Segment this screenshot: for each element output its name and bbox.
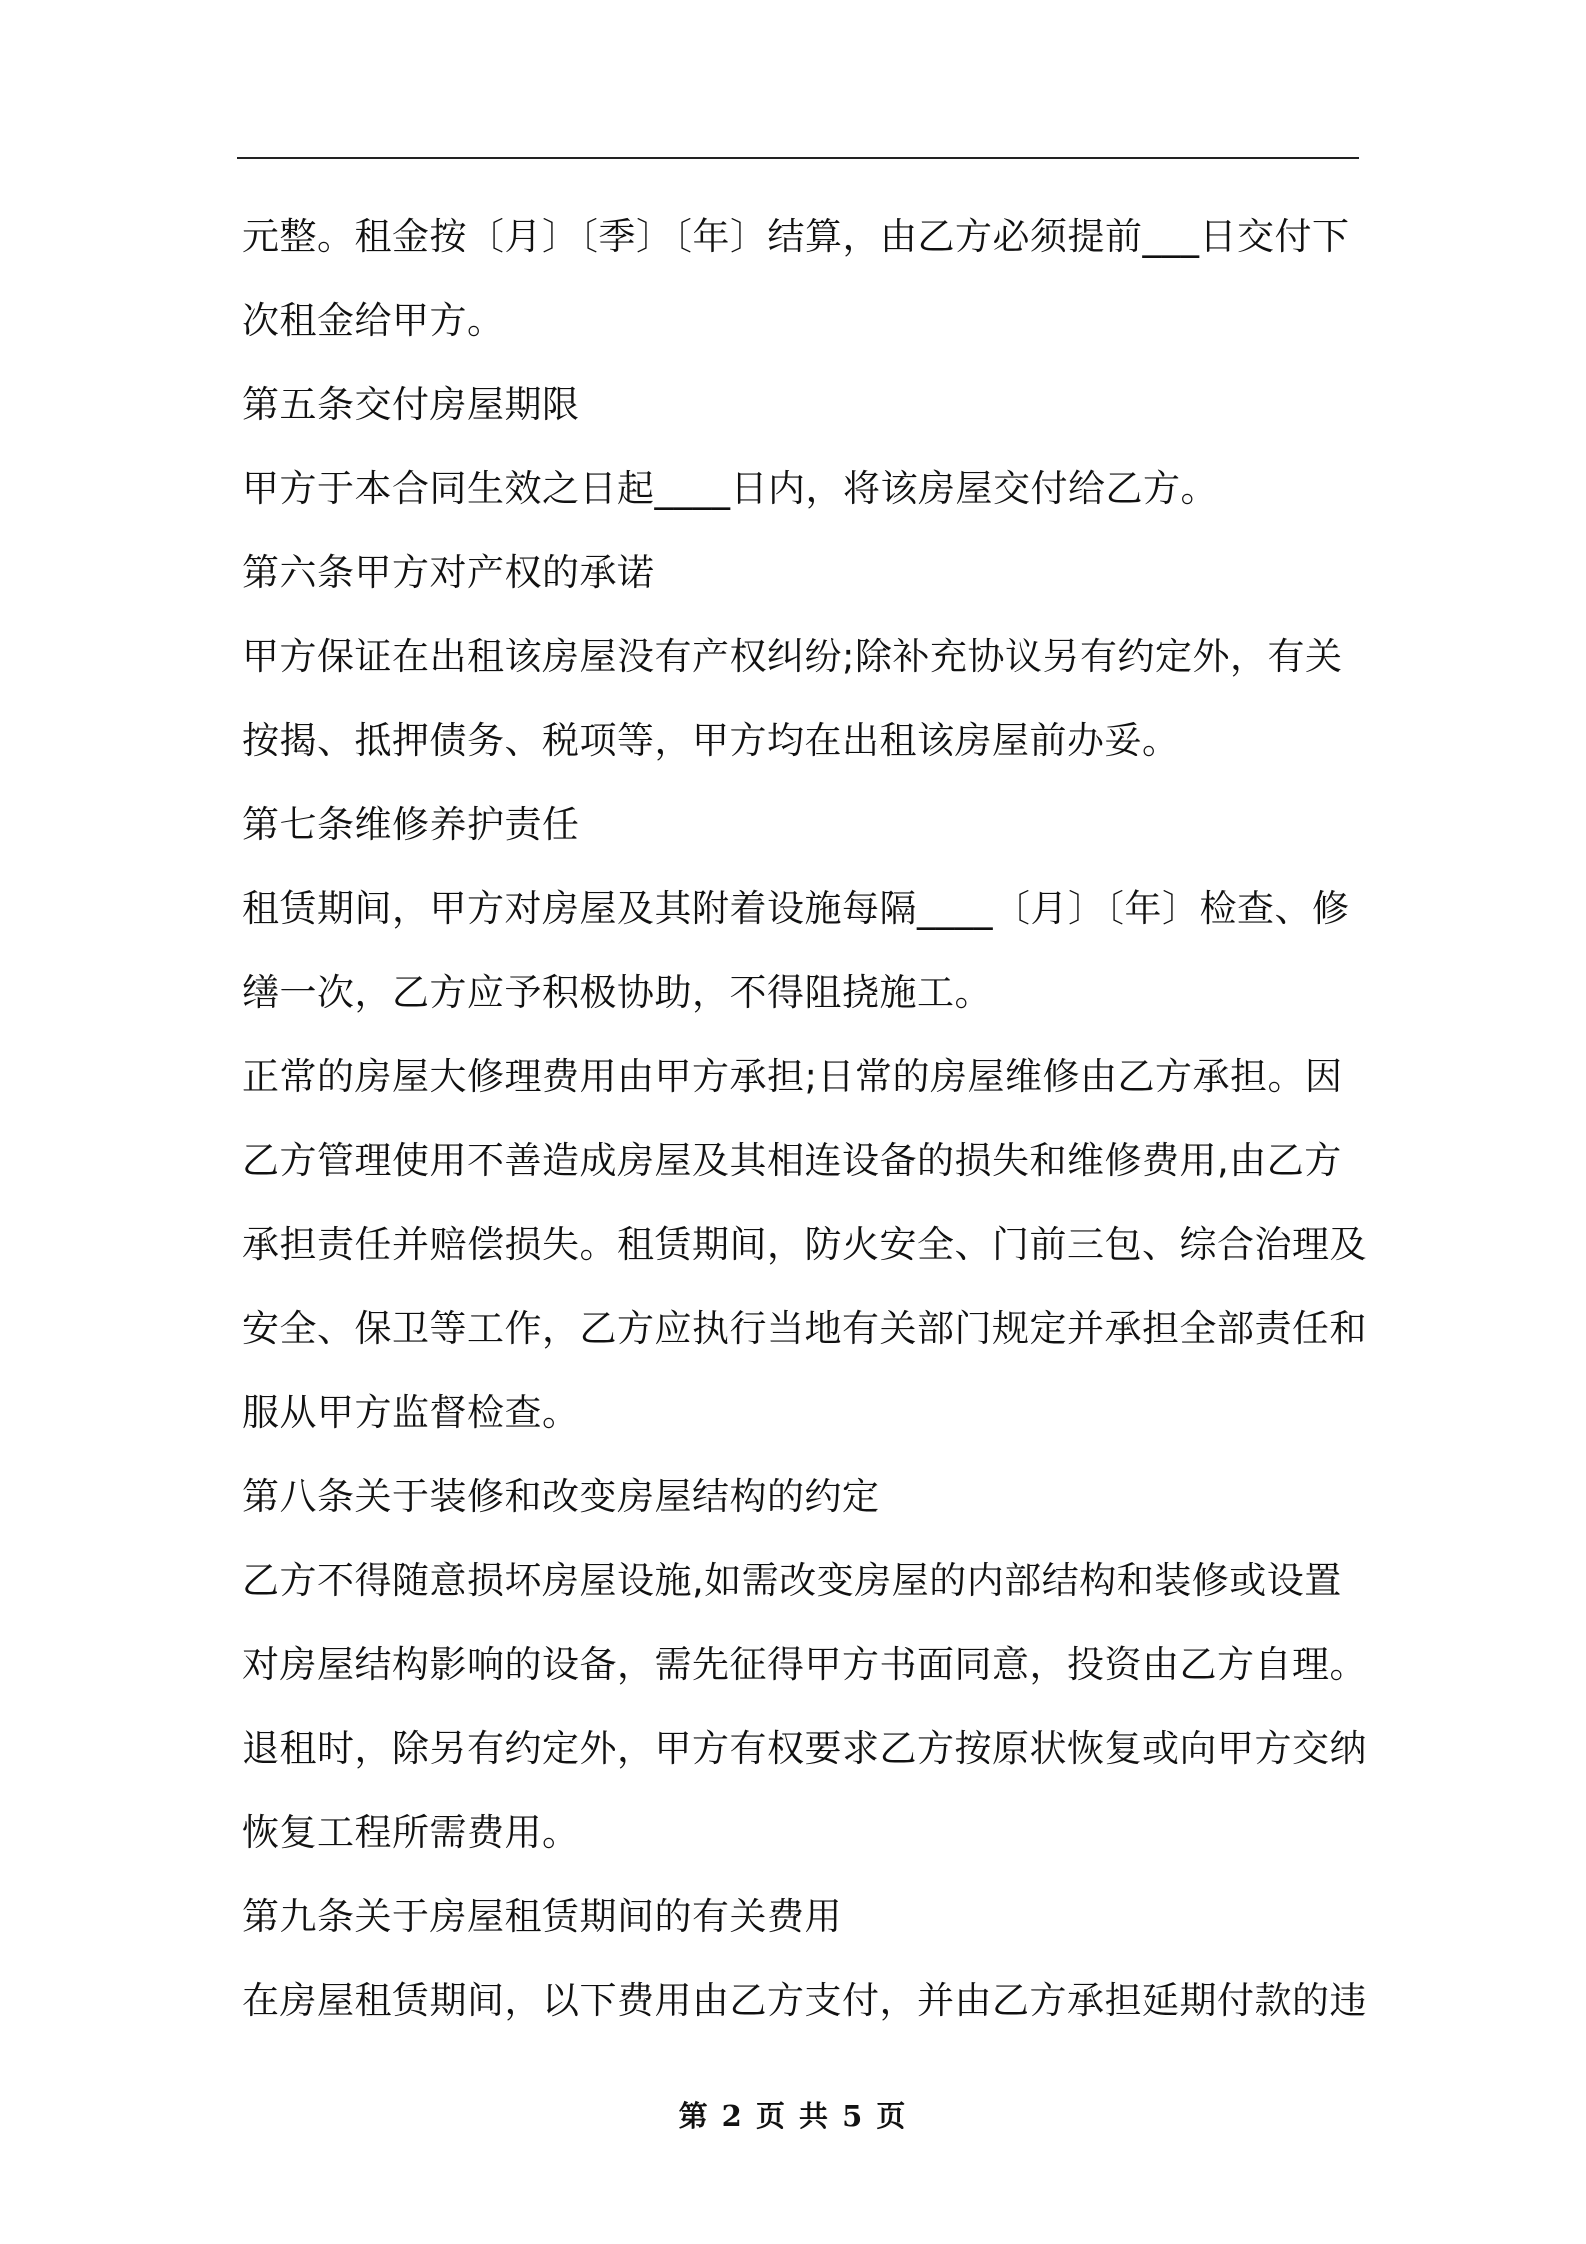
text-line: 乙方不得随意损坏房屋设施,如需改变房屋的内部结构和装修或设置 [242, 1559, 1342, 1602]
text-line: 对房屋结构影响的设备，需先征得甲方书面同意，投资由乙方自理。 [242, 1643, 1367, 1686]
text-line: 退租时，除另有约定外，甲方有权要求乙方按原状恢复或向甲方交纳 [242, 1727, 1367, 1770]
section-heading: 第九条关于房屋租赁期间的有关费用 [242, 1895, 842, 1938]
text-line: 甲方保证在出租该房屋没有产权纠纷;除补充协议另有约定外，有关 [242, 635, 1343, 678]
text-line: 在房屋租赁期间，以下费用由乙方支付，并由乙方承担延期付款的违 [242, 1979, 1367, 2022]
text-line: 承担责任并赔偿损失。租赁期间，防火安全、门前三包、综合治理及 [242, 1223, 1367, 1266]
text-line: 服从甲方监督检查。 [242, 1391, 580, 1434]
text-line: 正常的房屋大修理费用由甲方承担;日常的房屋维修由乙方承担。因 [242, 1055, 1343, 1098]
text-line: 甲方于本合同生效之日起____日内，将该房屋交付给乙方。 [242, 467, 1218, 510]
text-line: 恢复工程所需费用。 [242, 1811, 580, 1854]
section-heading: 第六条甲方对产权的承诺 [242, 551, 655, 594]
header-rule [237, 157, 1359, 159]
page-number: 第 2 页 共 5 页 [678, 2099, 908, 2133]
text-line: 乙方管理使用不善造成房屋及其相连设备的损失和维修费用,由乙方 [242, 1139, 1342, 1182]
text-line: 元整。租金按〔月〕〔季〕〔年〕结算，由乙方必须提前___日交付下 [242, 215, 1350, 258]
text-line: 租赁期间，甲方对房屋及其附着设施每隔____〔月〕〔年〕检查、修 [242, 887, 1350, 930]
text-line: 次租金给甲方。 [242, 299, 505, 342]
section-heading: 第七条维修养护责任 [242, 803, 580, 846]
text-line: 安全、保卫等工作，乙方应执行当地有关部门规定并承担全部责任和 [242, 1307, 1367, 1350]
section-heading: 第五条交付房屋期限 [242, 383, 580, 426]
text-line: 按揭、抵押债务、税项等，甲方均在出租该房屋前办妥。 [242, 719, 1180, 762]
text-line: 缮一次，乙方应予积极协助，不得阻挠施工。 [242, 971, 992, 1014]
section-heading: 第八条关于装修和改变房屋结构的约定 [242, 1475, 880, 1518]
document-body [242, 195, 1367, 2043]
